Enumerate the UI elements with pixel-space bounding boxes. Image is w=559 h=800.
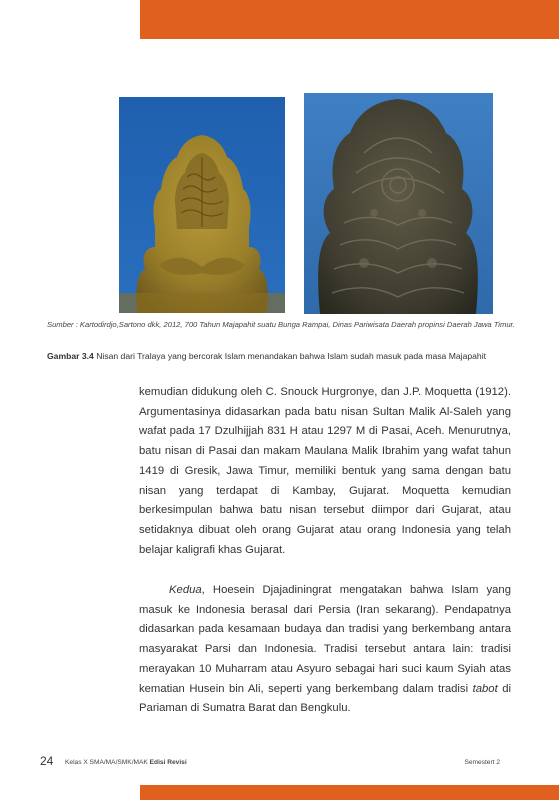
figure-source-note: Sumber : Kartodirdjo,Sartono dkk, 2012, 700 Tahun Majapahit suatu Bunga Rampai, Dinas Pariwisata Daerah propinsi Daerah Jawa Timur. [47,320,515,329]
body-paragraph-2-text-b: di Pariaman di Sumatra Barat dan Bengkulu. [139,682,511,715]
figure-caption [47,350,517,362]
body-paragraph-1: kemudian didukung oleh C. Snouck Hurgronye, dan J.P. Moquetta (1912). Argumentasinya didasarkan pada batu nisan Sultan Malik Al-Saleh yang wafat pada 17 Dzulhijjah 831 H atau 1297 M di Pasai, Aceh. Menurutnya, batu nisan di Pasai dan makam Maulana Malik Ibrahim yang wafat tahun 1419 di Gresik, Jawa Timur, memiliki bentuk yang sama dengan batu nisan yang terdapat di Kambay, Gujarat. Moquetta kemudian berkesimpulan bahwa batu nisan tersebut diimpor dari Gujarat, atau setidaknya dibuat oleh orang Gujarat atau orang Indonesia yang telah belajar kaligrafi khas Gujarat. [139,386,511,556]
book-title [65,759,187,766]
body-paragraph-2 [139,581,511,719]
body-paragraph-2-text-a: , Hoesein Djajadiningrat mengatakan bahwa Islam yang masuk ke Indonesia berasal dari Persia (Iran sekarang). Pendapatnya didasarkan pada kesamaan budaya dan tradisi yang berkembang antara masyarakat Parsi dan Indonesia. Tradisi tersebut antara lain: tradisi merayakan 10 Muharram atau Asyuro sebagai hari suci kaum Syiah atas kematian Husein bin Ali, seperti yang berkembang dalam tradisi [139,584,511,695]
header-accent-bar [140,0,559,39]
emphasis-tabot: tabot [472,682,498,695]
footer-accent-bar [140,785,559,800]
page-footer [40,754,500,771]
book-title-text: Kelas X SMA/MA/SMK/MAK [65,759,150,766]
emphasis-kedua: Kedua [169,584,202,596]
tralaya-gravestone-photo-1 [119,97,285,313]
figure-caption-label: Gambar 3.4 [47,351,94,361]
figure-caption-text: Nisan dari Tralaya yang bercorak Islam menandakan bahwa Islam sudah masuk pada masa Majapahit [93,351,486,361]
semester-label: Semestert 2 [464,759,500,766]
tralaya-gravestone-photo-2 [304,93,493,314]
page-number: 24 [40,754,54,768]
book-edition: Edisi Revisi [149,759,187,766]
